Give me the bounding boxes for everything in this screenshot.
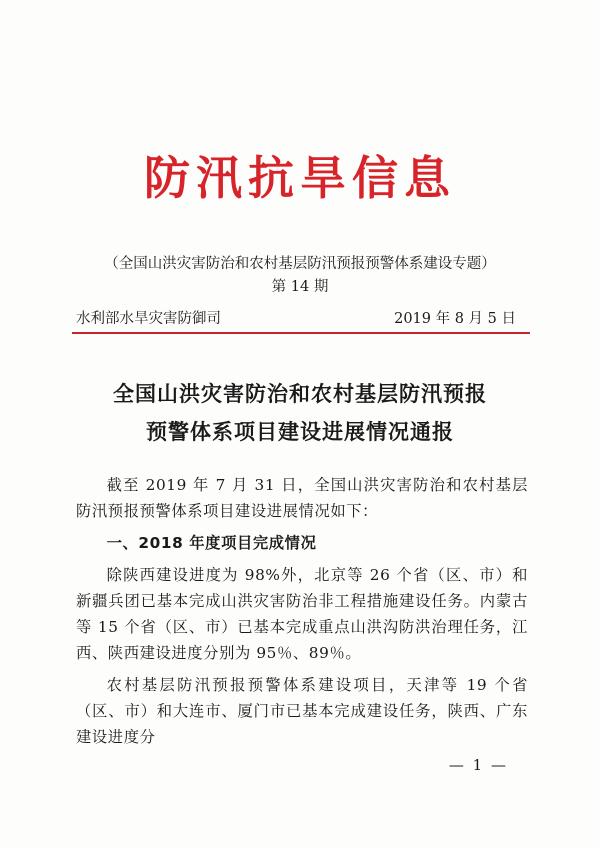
issue-number: 第 14 期 bbox=[271, 279, 329, 295]
document-title-line-2: 预警体系项目建设进展情况通报 bbox=[146, 420, 454, 444]
red-divider-line bbox=[72, 332, 530, 334]
section-heading: 一、2018 年度项目完成情况 bbox=[106, 534, 317, 552]
document-title-line-1: 全国山洪灾害防治和农村基层防汛预报 bbox=[113, 382, 487, 406]
issue-date: 2019 年 8 月 5 日 bbox=[394, 311, 516, 327]
masthead-title: 防汛抗旱信息 bbox=[144, 151, 456, 205]
intro-paragraph: 截至 2019 年 7 月 31 日，全国山洪灾害防治和农村基层防汛预报预警体系项目建设进展情况如下： bbox=[76, 476, 528, 520]
paragraph-mountain-flood-progress: 除陕西建设进度为 98%外，北京等 26 个省（区、市）和新疆兵团已基本完成山洪灾害防治非工程措施建设任务。内蒙古等 15 个省（区、市）已基本完成重点山洪沟防洪治理任务，江西、陕西建设进度分别为 95％、89％。 bbox=[76, 566, 528, 662]
paragraph-rural-warning-progress: 农村基层防汛预报预警体系建设项目，天津等 19 个省（区、市）和大连市、厦门市已基本完成建设任务，陕西、广东建设进度分 bbox=[76, 676, 528, 746]
page-number: — 1 — bbox=[448, 756, 508, 774]
special-topic-subtitle: （全国山洪灾害防治和农村基层防汛预报预警体系建设专题） bbox=[104, 256, 496, 272]
issuing-department: 水利部水旱灾害防御司 bbox=[76, 311, 221, 327]
document-body bbox=[76, 472, 528, 756]
